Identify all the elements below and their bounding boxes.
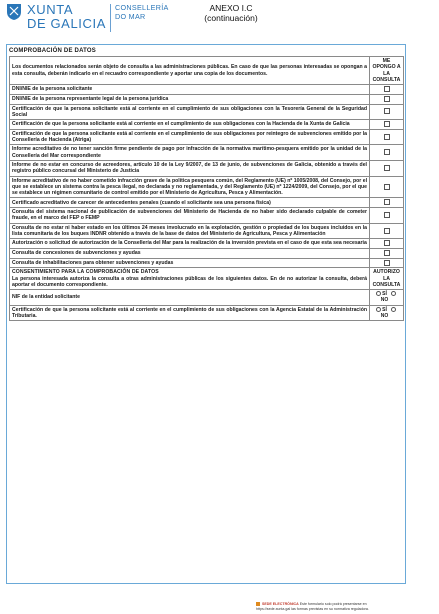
- consent-title: CONSENTIMIENTO PARA LA COMPROBACIÓN DE DATOS: [12, 269, 159, 276]
- consent-row-label: Certificación de que la persona solicitante está al corriente en el cumplimiento de sus obligaciones con la Agencia Estatal de la Administración Tributaria.: [10, 305, 370, 321]
- annex-title: [200, 3, 262, 23]
- check-row-label: Certificación de que la persona solicitante está al corriente en el cumplimiento de sus obligaciones por reintegro de subvenciones emitido por la Consellería de Hacienda (Atriga): [10, 129, 370, 145]
- oppose-checkbox[interactable]: [384, 260, 390, 266]
- oppose-cell: [370, 239, 404, 249]
- document-header: [6, 3, 434, 39]
- oppose-header: ME OPONGO A LA CONSULTA: [370, 57, 404, 85]
- consent-no-label: NO: [380, 313, 389, 320]
- consent-yes-label: SÍ: [382, 291, 387, 298]
- oppose-checkbox[interactable]: [384, 134, 390, 140]
- oppose-checkbox[interactable]: [384, 108, 390, 114]
- oppose-cell: [370, 120, 404, 130]
- check-row: [10, 94, 404, 104]
- check-row: [10, 208, 404, 224]
- sede-icon: [256, 602, 260, 606]
- oppose-checkbox[interactable]: [384, 121, 390, 127]
- check-row: [10, 248, 404, 258]
- check-row-label: Informe acreditativo de no haber cometido infracción grave de la política pesquera común, del Reglamento (UE) nº 1005/2008, del Consejo, por el que se establece un sistema contra la pesca ilegal, no declarada y no reglamentada, y del Reglamento (UE) nº 1224/2009, del Consejo, por el que se establece un régimen comunitario de control emitido por el Ministerio de Agricultura, Pesca y Alimentación.: [10, 176, 370, 198]
- consent-no-radio[interactable]: [391, 291, 396, 296]
- intro-row: [10, 57, 404, 85]
- check-row-label: Certificación de que la persona solicitante está al corriente en el cumplimiento de sus obligaciones con la Hacienda de la Xunta de Galicia: [10, 120, 370, 130]
- oppose-cell: [370, 145, 404, 161]
- consent-text: La persona interesada autoriza la consulta a otras administraciones públicas de los siguientes datos. En de no autorizar la consulta, deberá aportar el documento correspondiente.: [12, 275, 367, 288]
- footer-line1: Este formulario solo podrá presentarse en: [299, 602, 367, 606]
- oppose-checkbox[interactable]: [384, 184, 390, 190]
- check-row: [10, 176, 404, 198]
- check-row-label: Consulta de no estar ni haber estado en los últimos 24 meses involucrado en la explotación, gestión o propiedad de los buques incluidos en la lista comunitaria de los buques INDNR obtenido a través de la base de datos del Ministerio de Agricultura, Pesca y Alimentación: [10, 223, 370, 239]
- check-row-label: DNI/NIE de la persona solicitante: [10, 85, 370, 95]
- check-row-label: Informe acreditativo de no tener sanción firme pendiente de pago por infracción de la normativa marítimo-pesquera emitido por la unidad de la Consellería del Mar correspondiente: [10, 145, 370, 161]
- check-row-label: DNI/NIE de la persona representante legal de la persona jurídica: [10, 94, 370, 104]
- oppose-checkbox[interactable]: [384, 86, 390, 92]
- oppose-cell: [370, 160, 404, 176]
- consent-choice-cell: [370, 290, 404, 306]
- oppose-cell: [370, 104, 404, 120]
- consent-block: [10, 268, 370, 290]
- check-row: [10, 104, 404, 120]
- oppose-checkbox[interactable]: [384, 165, 390, 171]
- check-row: [10, 223, 404, 239]
- annex-number: ANEXO I.C: [209, 3, 253, 13]
- section-title: COMPROBACIÓN DE DATOS: [9, 48, 96, 54]
- check-row-label: Autorización o solicitud de autorización de la Consellería del Mar para la realización de la inversión prevista en el caso de que esta sea necesaria: [10, 239, 370, 249]
- page-footer: [256, 602, 436, 611]
- annex-continuation: (continuación): [204, 13, 258, 23]
- oppose-cell: [370, 94, 404, 104]
- footer-url[interactable]: https://sede.xunta.gal: [256, 606, 291, 611]
- check-row: [10, 85, 404, 95]
- check-row-label: Consulta del sistema nacional de publicación de subvenciones del Ministerio de Hacienda de no haber sido declarado culpable de cometer fraude, en el marco del FEP o FEMP: [10, 208, 370, 224]
- check-row: [10, 145, 404, 161]
- consent-choice-cell: [370, 305, 404, 321]
- oppose-checkbox[interactable]: [384, 250, 390, 256]
- check-row: [10, 239, 404, 249]
- oppose-cell: [370, 208, 404, 224]
- oppose-checkbox[interactable]: [384, 199, 390, 205]
- brand-de-galicia: DE GALICIA: [27, 16, 106, 31]
- consent-header-row: [10, 268, 404, 290]
- conselleria-name: DO MAR: [115, 12, 146, 21]
- consent-row: [10, 305, 404, 321]
- oppose-cell: [370, 176, 404, 198]
- consent-yes-radio[interactable]: [376, 291, 381, 296]
- intro-text: Los documentos relacionados serán objeto de consulta a las administraciones públicas. En caso de que las personas interesadas se opongan a esta consulta, deberán indicarlo en el recuadro correspondiente y aportar una copia de los documentos.: [10, 57, 370, 85]
- oppose-cell: [370, 129, 404, 145]
- check-row: [10, 258, 404, 268]
- oppose-checkbox[interactable]: [384, 240, 390, 246]
- consent-row: [10, 290, 404, 306]
- oppose-checkbox[interactable]: [384, 228, 390, 234]
- check-row-label: Informe de no estar en concurso de acreedores, artículo 10 de la Ley 9/2007, de 13 de junio, de subvenciones de Galicia, obtenido a través del registro público concursal del Ministerio de Justicia: [10, 160, 370, 176]
- header-divider: [110, 4, 111, 32]
- check-row: [10, 198, 404, 208]
- check-row-label: Certificación de que la persona solicitante está al corriente en el cumplimiento de sus obligaciones con la Tesorería General de la Seguridad Social: [10, 104, 370, 120]
- oppose-checkbox[interactable]: [384, 96, 390, 102]
- sede-label: SEDE ELECTRÓNICA: [262, 602, 299, 606]
- consent-no-radio[interactable]: [391, 307, 396, 312]
- consent-yes-radio[interactable]: [376, 307, 381, 312]
- oppose-cell: [370, 248, 404, 258]
- oppose-cell: [370, 258, 404, 268]
- check-row: [10, 120, 404, 130]
- consent-row-label: NIF de la entidad solicitante: [10, 290, 370, 306]
- check-row-label: Consulta de inhabilitaciones para obtener subvenciones y ayudas: [10, 258, 370, 268]
- oppose-cell: [370, 85, 404, 95]
- consent-yes-label: SÍ: [382, 306, 387, 313]
- conselleria-label: CONSELLERÍA: [115, 3, 169, 12]
- data-check-table: [9, 56, 404, 321]
- check-row-label: Consulta de concesiones de subvenciones y ayudas: [10, 248, 370, 258]
- consent-no-label: NO: [380, 297, 389, 304]
- xunta-logo-icon: [6, 3, 22, 21]
- check-row-label: Certificado acreditativo de carecer de antecedentes penales (cuando el solicitante sea una persona física): [10, 198, 370, 208]
- oppose-cell: [370, 198, 404, 208]
- authorize-header: AUTORIZO LA CONSULTA: [370, 268, 404, 290]
- oppose-checkbox[interactable]: [384, 212, 390, 218]
- oppose-cell: [370, 223, 404, 239]
- brand-xunta: XUNTA: [27, 2, 74, 17]
- footer-line3: las formas previstas en su normativa reguladora.: [291, 606, 369, 611]
- check-row: [10, 129, 404, 145]
- oppose-checkbox[interactable]: [384, 149, 390, 155]
- check-row: [10, 160, 404, 176]
